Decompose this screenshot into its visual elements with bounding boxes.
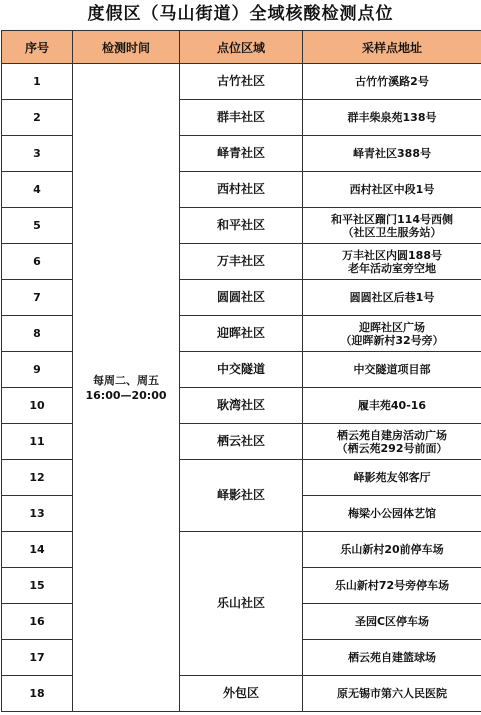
address-cell <box>303 172 481 208</box>
area-cell: 中交隧道 <box>180 352 303 388</box>
address-line: 峄影苑友邻客厅 <box>353 471 431 484</box>
area-cell: 峄青社区 <box>180 136 303 172</box>
area-cell: 万丰社区 <box>180 244 303 280</box>
row-number: 1 <box>2 64 73 100</box>
address-cell <box>303 208 481 244</box>
address-line: 老年活动室旁空地 <box>348 261 436 275</box>
area-cell: 乐山社区 <box>180 532 303 676</box>
address-cell <box>303 640 481 676</box>
row-number: 8 <box>2 316 73 352</box>
address-line: 峄青社区388号 <box>353 147 431 160</box>
header-row <box>2 31 481 64</box>
row-number: 13 <box>2 496 73 532</box>
address-cell <box>303 352 481 388</box>
table-header <box>2 31 481 64</box>
testing-sites-table <box>1 30 481 712</box>
row-number: 4 <box>2 172 73 208</box>
address-line: 乐山新村72号旁停车场 <box>334 579 450 592</box>
address-line: 栖云苑自建房活动广场 <box>337 428 447 442</box>
row-number: 2 <box>2 100 73 136</box>
address-line: （栖云苑292号前面） <box>336 441 448 455</box>
testing-time-cell <box>73 64 180 712</box>
row-number: 12 <box>2 460 73 496</box>
header-time: 检测时间 <box>73 31 180 64</box>
area-cell: 峄影社区 <box>180 460 303 532</box>
area-cell: 群丰社区 <box>180 100 303 136</box>
address-cell <box>303 388 481 424</box>
header-address: 采样点地址 <box>303 31 481 64</box>
row-number: 18 <box>2 676 73 712</box>
address-line: 乐山新村20前停车场 <box>340 543 444 556</box>
address-line: 迎晖社区广场 <box>359 320 425 334</box>
address-line: 梅梁小公园体艺馆 <box>348 507 436 520</box>
row-number: 6 <box>2 244 73 280</box>
row-number: 3 <box>2 136 73 172</box>
row-number: 10 <box>2 388 73 424</box>
area-cell: 和平社区 <box>180 208 303 244</box>
row-number: 14 <box>2 532 73 568</box>
page-title: 度假区（马山街道）全域核酸检测点位 <box>87 4 394 24</box>
area-cell: 栖云社区 <box>180 424 303 460</box>
address-cell <box>303 424 481 460</box>
row-number: 7 <box>2 280 73 316</box>
header-no: 序号 <box>2 31 73 64</box>
row-number: 5 <box>2 208 73 244</box>
address-line: 履丰苑40-16 <box>357 399 427 412</box>
address-line: 栖云苑自建篮球场 <box>348 651 436 664</box>
address-cell <box>303 532 481 568</box>
address-line: 古竹竹溪路2号 <box>355 75 429 88</box>
area-cell: 西村社区 <box>180 172 303 208</box>
area-cell: 耿湾社区 <box>180 388 303 424</box>
address-line: （迎晖新村32号旁） <box>340 333 444 347</box>
address-cell <box>303 316 481 352</box>
address-cell <box>303 280 481 316</box>
address-line: 万丰社区内圆188号 <box>342 248 442 262</box>
testing-days: 每周二、周五 <box>93 373 159 387</box>
address-cell <box>303 568 481 604</box>
area-cell: 圆圆社区 <box>180 280 303 316</box>
testing-hours: 16:00—20:00 <box>85 388 167 402</box>
header-area: 点位区域 <box>180 31 303 64</box>
address-cell <box>303 676 481 712</box>
row-number: 9 <box>2 352 73 388</box>
table-body <box>2 64 481 712</box>
row-number: 11 <box>2 424 73 460</box>
address-line: 原无锡市第六人民医院 <box>337 687 447 700</box>
area-cell: 迎晖社区 <box>180 316 303 352</box>
address-line: 西村社区中段1号 <box>349 183 435 196</box>
address-cell <box>303 460 481 496</box>
address-cell <box>303 496 481 532</box>
area-cell: 古竹社区 <box>180 64 303 100</box>
row-number: 17 <box>2 640 73 676</box>
area-cell: 外包区 <box>180 676 303 712</box>
address-cell <box>303 136 481 172</box>
row-number: 15 <box>2 568 73 604</box>
address-cell <box>303 64 481 100</box>
address-line: 圆圆社区后巷1号 <box>349 291 435 304</box>
address-line: 中交隧道项目部 <box>353 363 431 376</box>
address-cell <box>303 244 481 280</box>
address-line: 和平社区蹓门114号西侧 <box>331 212 453 226</box>
address-line: （社区卫生服务站） <box>342 225 442 239</box>
table-row <box>2 64 481 100</box>
address-line: 群丰柴泉苑138号 <box>347 111 437 124</box>
row-number: 16 <box>2 604 73 640</box>
address-cell <box>303 604 481 640</box>
address-cell <box>303 100 481 136</box>
address-line: 圣园C区停车场 <box>354 615 430 628</box>
